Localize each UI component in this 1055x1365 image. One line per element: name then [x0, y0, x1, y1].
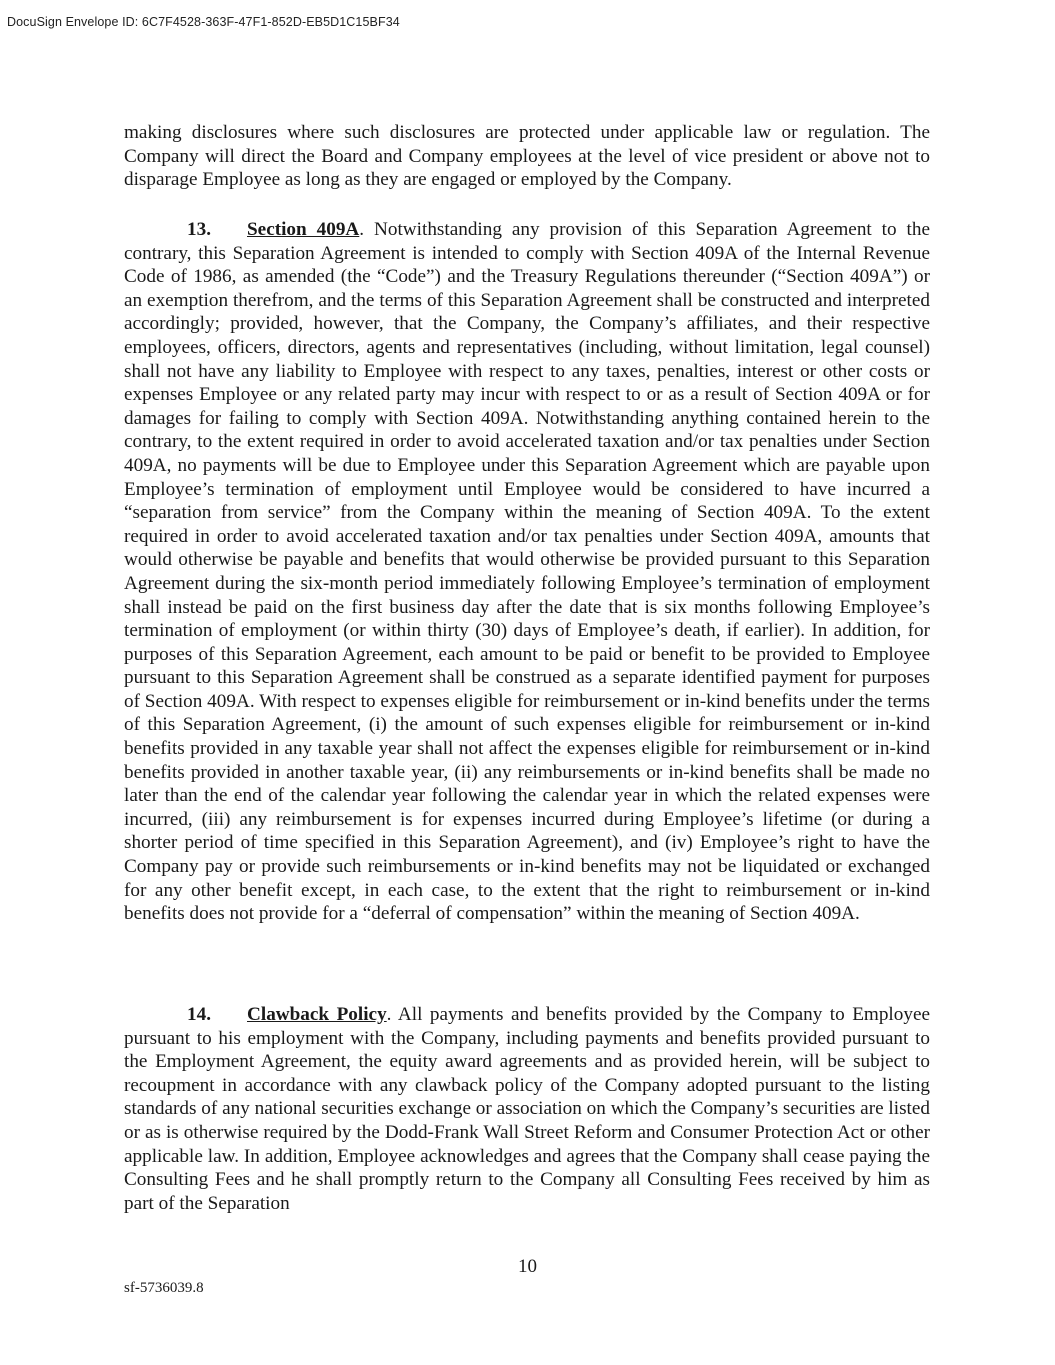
section-14-paragraph — [124, 1003, 930, 1215]
document-reference: sf-5736039.8 — [124, 1280, 204, 1296]
section-13-body: . Notwithstanding any provision of this Separation Agreement to the contrary, this Separation Agreement is intended to comply with Section 409A of the Internal Revenue Code of 1986, as amended (the “Code”) and the Treasury Regulations thereunder (“Section 409A”) or an exemption therefrom, and the terms of this Separation Agreement shall be constructed and interpreted accordingly; provided, however, that the Company, the Company’s affiliates, and their respective employees, officers, directors, agents and representatives (including, without limitation, legal counsel) shall not have any liability to Employee with respect to any taxes, penalties, interest or other costs or expenses Employee or any related party may incur with respect to or as a result of Section 409A or for damages for failing to comply with Section 409A. Notwithstanding anything contained herein to the contrary, to the extent required in order to avoid accelerated taxation and/or tax penalties under Section 409A, no payments will be due to Employee under this Separation Agreement which are payable upon Employee’s termination of employment until Employee would be considered to have incurred a “separation from service” from the Company within the meaning of Section 409A. To the extent required in order to avoid accelerated taxation and/or tax penalties under Section 409A, amounts that would otherwise be payable and benefits that would otherwise be provided pursuant to this Separation Agreement during the six-month period immediately following Employee’s termination of employment shall instead be paid on the first business day after the date that is six months following Employee’s termination of employment (or within thirty (30) days of Employee’s death, if earlier). In addition, for purposes of this Separation Agreement, each amount to be paid or benefit to be provided to Employee pursuant to this Separation Agreement shall be construed as a separate identified payment for purposes of Section 409A. With respect to expenses eligible for reimbursement or in-kind benefits under the terms of this Separation Agreement, (i) the amount of such expenses eligible for reimbursement or in-kind benefits provided in any taxable year shall not affect the expenses eligible for reimbursement or in-kind benefits provided in another taxable year, (ii) any reimbursements or in-kind benefits shall be made no later than the end of the calendar year following the calendar year in which the related expenses were incurred, (iii) any reimbursement is for expenses incurred during Employee’s lifetime (or during a shorter period of time specified in this Separation Agreement), and (iv) Employee’s right to have the Company pay or provide such reimbursements or in-kind benefits may not be liquidated or exchanged for any other benefit except, in each case, to the extent that the right to reimbursement or in-kind benefits does not provide for a “deferral of compensation” within the meaning of Section 409A. — [124, 219, 930, 925]
section-14-title: Clawback Policy — [247, 1004, 387, 1025]
paragraph-intro: making disclosures where such disclosures are protected under applicable law or regulation. The Company will direct the Board and Company employees at the level of vice president or above not to disparage Employee as long as they are engaged or employed by the Company. — [124, 122, 930, 191]
page-number: 10 — [518, 1256, 537, 1277]
section-13-title: Section 409A — [247, 219, 360, 240]
section-13-number: 13. — [187, 219, 211, 240]
section-14-body: . All payments and benefits provided by the Company to Employee pursuant to his employment with the Company, including payments and benefits provided pursuant to the Employment Agreement, the equity award agreements and as provided herein, will be subject to recoupment in accordance with any clawback policy of the Company adopted pursuant to the listing standards of any national securities exchange or association on which the Company’s securities are listed or as is otherwise required by the Dodd-Frank Wall Street Reform and Consumer Protection Act or other applicable law. In addition, Employee acknowledges and agrees that the Company shall cease paying the Consulting Fees and he shall promptly return to the Company all Consulting Fees received by him as part of the Separation — [124, 1004, 930, 1214]
section-14-number: 14. — [187, 1004, 211, 1025]
section-13-paragraph — [124, 218, 930, 926]
docusign-envelope-id: DocuSign Envelope ID: 6C7F4528-363F-47F1-852D-EB5D1C15BF34 — [7, 15, 400, 29]
